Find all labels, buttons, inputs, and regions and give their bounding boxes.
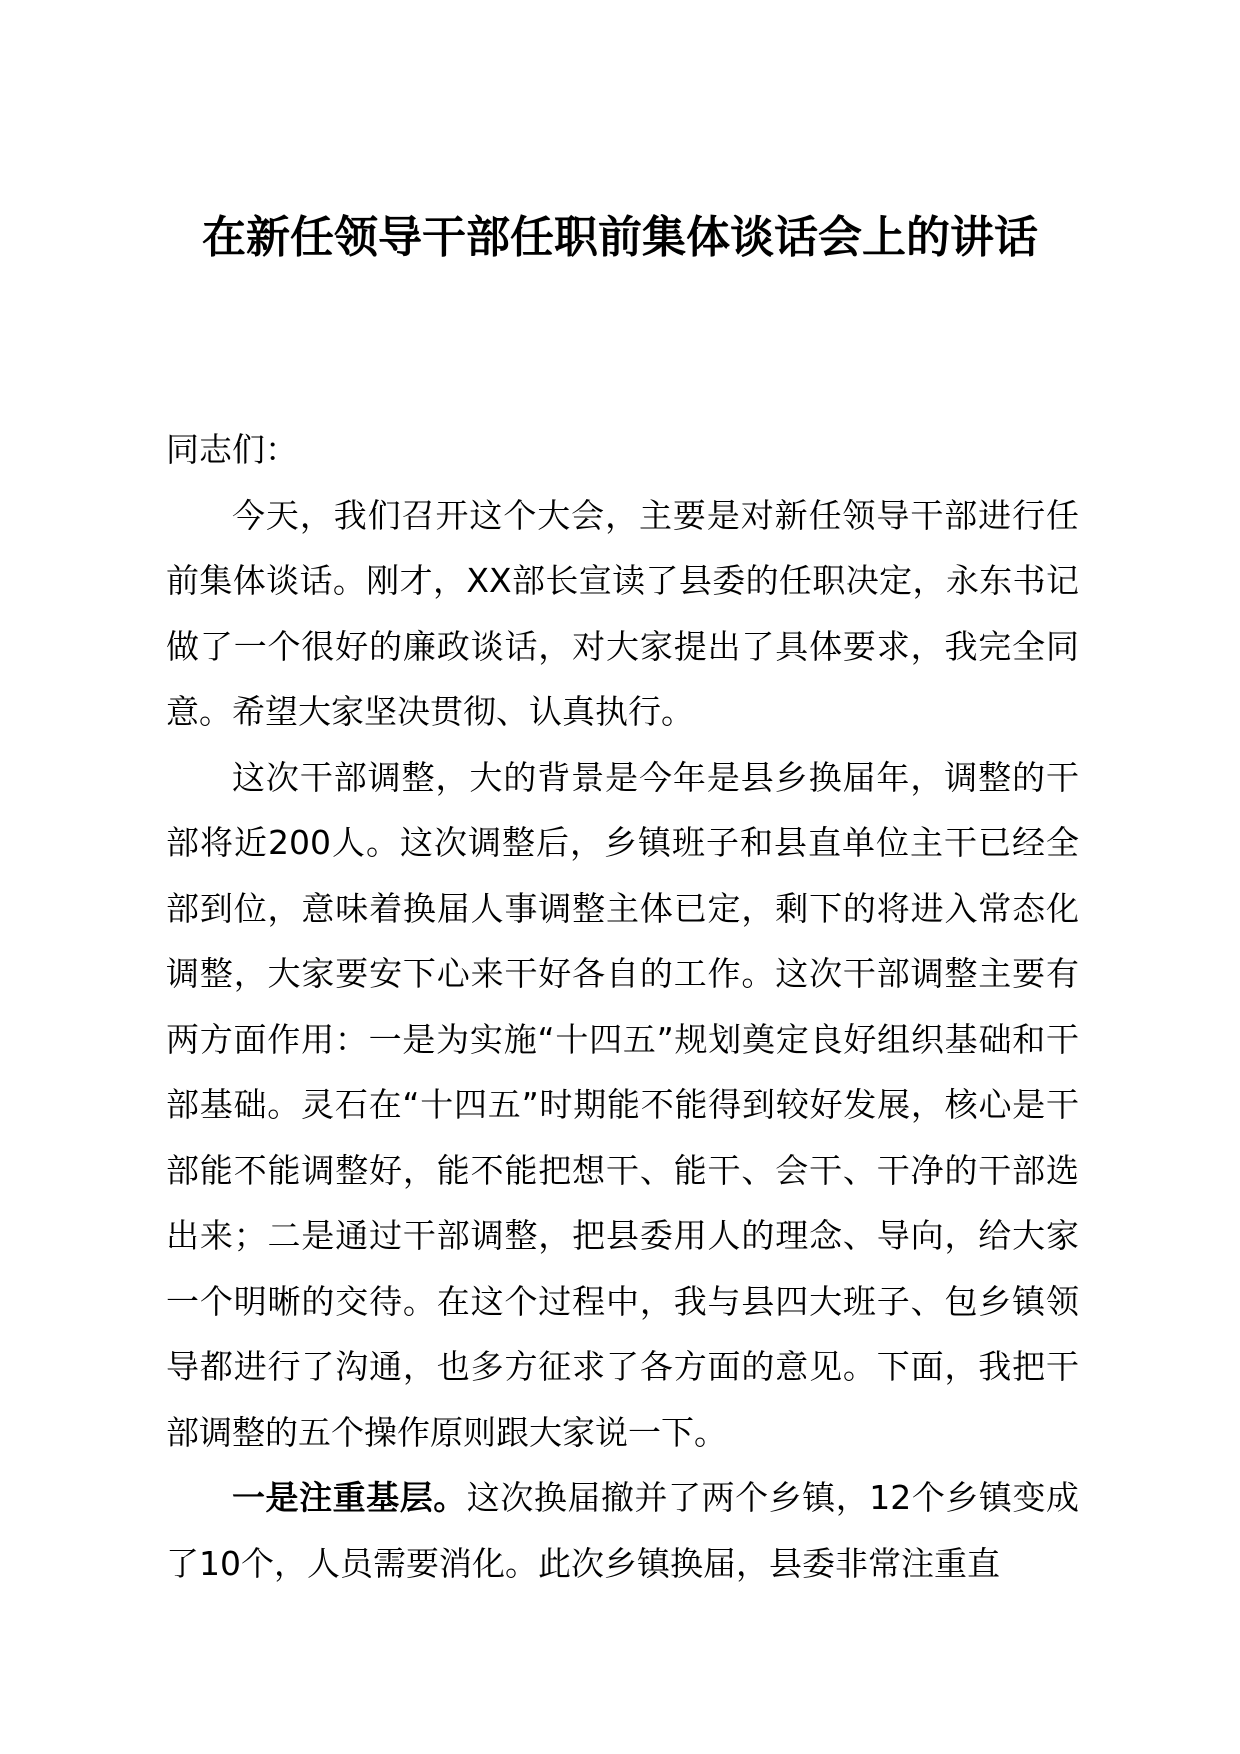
paragraph-text: 这次换届撤并了两个乡镇，12个乡镇变成了10个，人员需要消化。此次乡镇换届，县委非常注重直 (166, 1478, 1079, 1583)
salutation: 同志们： (166, 430, 298, 469)
paragraph-lead: 一是注重基层。 (232, 1478, 467, 1517)
paragraph-text: 今天，我们召开这个大会，主要是对新任领导干部进行任前集体谈话。刚才，XX部长宣读了县委的任职决定，永东书记做了一个很好的廉政谈话，对大家提出了具体要求，我完全同意。希望大家坚决贯彻、认真执行。 (166, 495, 1079, 731)
paragraph-principle-one (166, 1465, 1079, 1596)
document-title: 在新任领导干部任职前集体谈话会上的讲话 (202, 212, 1038, 263)
paragraph-opening (166, 483, 1079, 745)
document-body (166, 417, 1079, 1596)
paragraph-text: 这次干部调整，大的背景是今年是县乡换届年，调整的干部将近200人。这次调整后，乡镇班子和县直单位主干已经全部到位，意味着换届人事调整主体已定，剩下的将进入常态化调整，大家要安下心来干好各自的工作。这次干部调整主要有两方面作用：一是为实施“十四五”规划奠定良好组织基础和干部基础。灵石在“十四五”时期能不能得到较好发展，核心是干部能不能调整好，能不能把想干、能干、会干、干净的干部选出来；二是通过干部调整，把县委用人的理念、导向，给大家一个明晰的交待。在这个过程中，我与县四大班子、包乡镇领导都进行了沟通，也多方征求了各方面的意见。下面，我把干部调整的五个操作原则跟大家说一下。 (166, 757, 1079, 1452)
paragraph-background (166, 745, 1079, 1466)
